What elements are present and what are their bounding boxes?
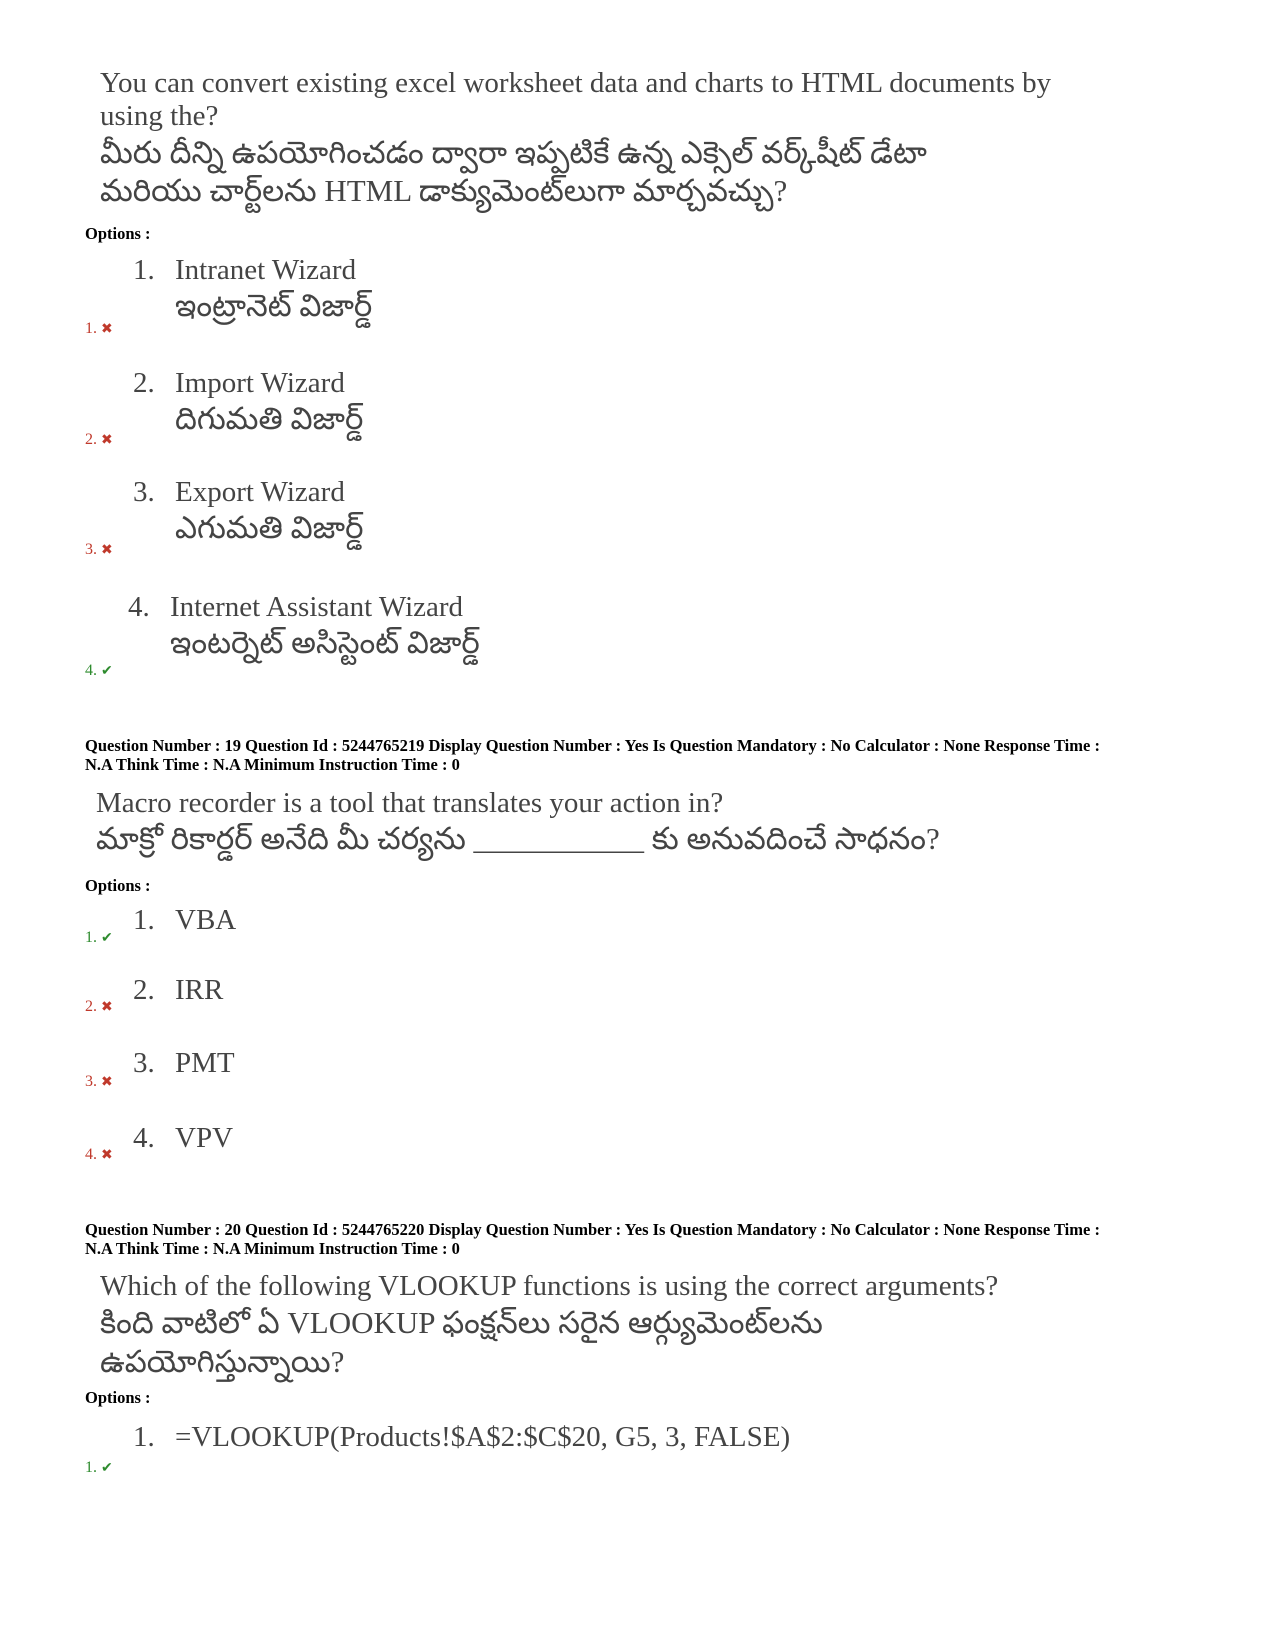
option-number: 1. xyxy=(133,904,155,936)
cross-icon: ✖ xyxy=(101,999,113,1015)
option-number: 1. xyxy=(133,254,155,286)
option-marker-wrong xyxy=(85,1146,113,1164)
option-number: 2. xyxy=(133,367,155,399)
option-marker-wrong xyxy=(85,1073,113,1091)
cross-icon: ✖ xyxy=(101,1074,113,1090)
question-20-text-en: Which of the following VLOOKUP functions is using the correct arguments? xyxy=(100,1270,999,1302)
option-marker-correct xyxy=(85,929,113,947)
option-text-en[interactable]: =VLOOKUP(Products!$A$2:$C$20, G5, 3, FALSE) xyxy=(175,1421,791,1453)
option-marker-wrong xyxy=(85,431,113,449)
option-marker-label: 2. xyxy=(85,431,97,448)
option-number: 3. xyxy=(133,476,155,508)
cross-icon: ✖ xyxy=(101,1147,113,1163)
question-20-text-te-line2: ఉపయోగిస్తున్నాయి? xyxy=(100,1344,345,1379)
question-19-meta-line2: N.A Think Time : N.A Minimum Instruction Time : 0 xyxy=(85,755,460,774)
options-label: Options : xyxy=(85,1388,151,1407)
options-label: Options : xyxy=(85,876,151,895)
options-label: Options : xyxy=(85,224,151,243)
question-20-text-te-line1: కింది వాటిలో ఏ VLOOKUP ఫంక్షన్‌లు సరైన ఆర్గ్యుమెంట్‌లను xyxy=(100,1305,823,1340)
option-text-en[interactable]: Internet Assistant Wizard xyxy=(170,591,464,623)
question-19-meta-line1: Question Number : 19 Question Id : 5244765219 Display Question Number : Yes Is Question Mandatory : No Calculator : None Response Time : xyxy=(85,736,1100,755)
question-18-text-en-line2: using the? xyxy=(100,100,219,132)
option-number: 3. xyxy=(133,1047,155,1079)
question-18-text-en-line1: You can convert existing excel worksheet data and charts to HTML documents by xyxy=(100,67,1052,99)
option-marker-wrong xyxy=(85,998,113,1016)
cross-icon: ✖ xyxy=(101,542,113,558)
check-icon: ✔ xyxy=(101,663,113,679)
option-number: 1. xyxy=(133,1421,155,1453)
option-marker-label: 3. xyxy=(85,1073,97,1090)
question-18-text-te-line1: మీరు దీన్ని ఉపయోగించడం ద్వారా ఇప్పటికే ఉన్న ఎక్సెల్ వర్క్‌షీట్ డేటా xyxy=(100,135,927,170)
option-text-en[interactable]: PMT xyxy=(175,1047,235,1079)
option-text-en[interactable]: Intranet Wizard xyxy=(175,254,357,286)
option-text-en[interactable]: VPV xyxy=(175,1122,234,1154)
question-20-meta-line2: N.A Think Time : N.A Minimum Instruction Time : 0 xyxy=(85,1239,460,1258)
option-marker-label: 1. xyxy=(85,1459,97,1476)
option-text-en[interactable]: Import Wizard xyxy=(175,367,345,399)
option-marker-label: 1. xyxy=(85,320,97,337)
question-20-meta-line1: Question Number : 20 Question Id : 5244765220 Display Question Number : Yes Is Question Mandatory : No Calculator : None Response Time : xyxy=(85,1220,1100,1239)
option-text-te[interactable]: దిగుమతి విజార్డ్ xyxy=(175,401,364,436)
question-18-text-te-line2: మరియు చార్ట్‌లను HTML డాక్యుమెంట్‌లుగా మార్చవచ్చు? xyxy=(100,173,788,208)
option-marker-label: 2. xyxy=(85,998,97,1015)
check-icon: ✔ xyxy=(101,930,113,946)
check-icon: ✔ xyxy=(101,1460,113,1476)
option-text-en[interactable]: IRR xyxy=(175,974,224,1006)
option-text-te[interactable]: ఎగుమతి విజార్డ్ xyxy=(175,510,364,545)
option-marker-label: 4. xyxy=(85,662,97,679)
option-number: 4. xyxy=(133,1122,155,1154)
question-19-text-te: మాక్రో రికార్డర్ అనేది మీ చర్యను ___________ కు అనువదించే సాధనం? xyxy=(96,821,940,856)
option-text-te[interactable]: ఇంట్రానెట్ విజార్డ్ xyxy=(175,288,373,323)
option-number: 2. xyxy=(133,974,155,1006)
option-marker-label: 1. xyxy=(85,929,97,946)
option-marker-label: 4. xyxy=(85,1146,97,1163)
option-marker-wrong xyxy=(85,320,113,338)
option-number: 4. xyxy=(128,591,150,623)
option-marker-correct xyxy=(85,1459,113,1477)
cross-icon: ✖ xyxy=(101,321,113,337)
option-marker-correct xyxy=(85,662,113,680)
option-text-te[interactable]: ఇంటర్నెట్ అసిస్టెంట్ విజార్డ్ xyxy=(170,625,480,660)
option-marker-label: 3. xyxy=(85,541,97,558)
option-marker-wrong xyxy=(85,541,113,559)
cross-icon: ✖ xyxy=(101,432,113,448)
option-text-en[interactable]: VBA xyxy=(175,904,237,936)
option-text-en[interactable]: Export Wizard xyxy=(175,476,345,508)
question-19-text-en: Macro recorder is a tool that translates your action in? xyxy=(96,787,724,819)
